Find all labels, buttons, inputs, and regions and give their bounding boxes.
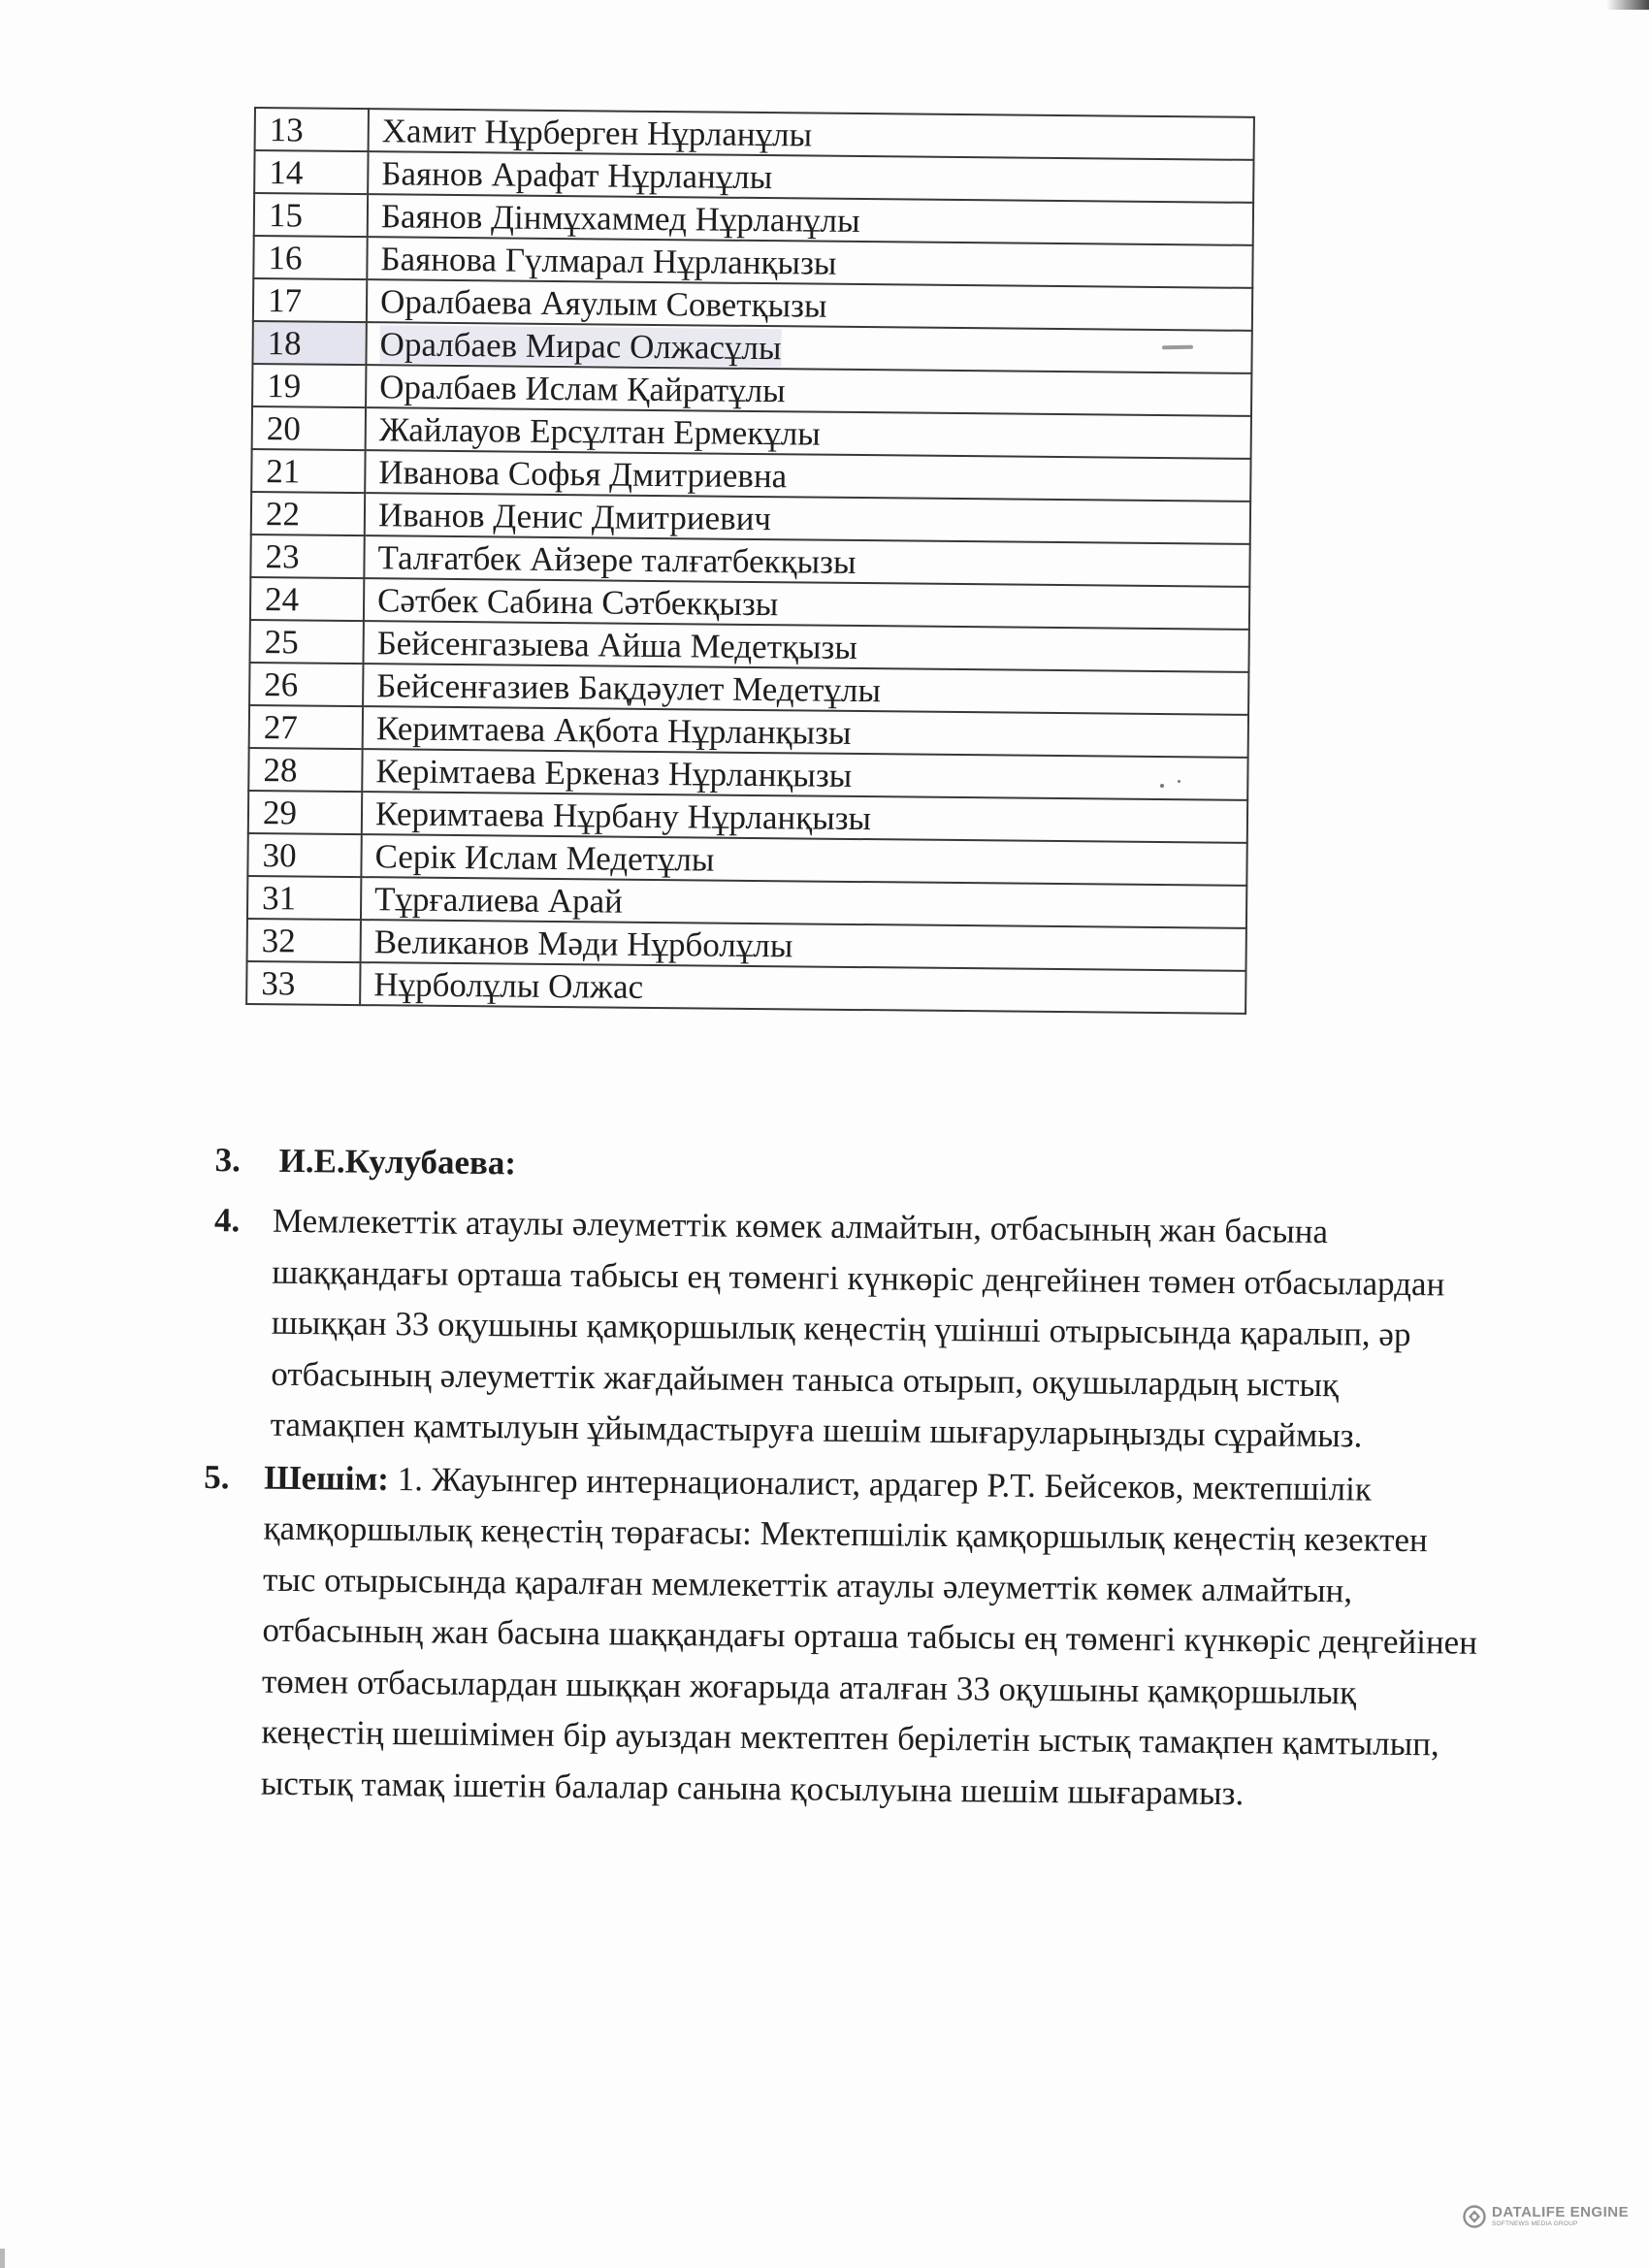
student-name: Керімтаева Еркеназ Нұрланқызы (375, 751, 853, 794)
row-number: 17 (253, 278, 367, 322)
row-number: 14 (254, 150, 368, 194)
item-number: 5. (204, 1457, 230, 1496)
student-name: Баянов Дінмұхаммед Нұрланұлы (380, 196, 860, 240)
student-name: Баянов Арафат Нұрланұлы (381, 153, 773, 196)
student-name: Нұрболұлы Олжас (373, 964, 644, 1006)
student-table (245, 107, 1255, 1015)
student-name: Оралбаев Мирас Олжасұлы (379, 324, 782, 367)
student-name: Хамит Нұрберген Нұрланұлы (381, 111, 813, 154)
student-name: Оралбаева Аяулым Советқызы (379, 281, 827, 325)
row-number: 19 (252, 364, 366, 407)
decision-text: 1. Жауынгер интернационалист, ардагер Р.Т. Бейсеков, мектепшілік қамқоршылық кеңестің төрағасы: Мектепшілік қамқоршылық кеңестің кезектен тыс отырысында қаралған мемлекеттік атаулы әлеуметтік көмек алмайтын, отбасының жан басына шаққандағы орташа табысы ең төменгі күнкөріс деңгейінен төмен отбасылардан шыққан жоғарыда аталған 33 оқушыны қамқоршылық кеңестің шешімімен бір ауыздан мектептен берілетін ыстық тамақпен қамтылып, ыстық тамақ ішетін балалар санына қосылуына шешім шығарамыз. (260, 1459, 1478, 1812)
student-name: Серік Ислам Медетұлы (374, 836, 715, 879)
row-number: 29 (248, 791, 362, 834)
student-name: Керимтаева Нұрбану Нұрланқызы (374, 794, 872, 837)
item-5 (197, 1451, 1489, 1821)
row-number: 21 (251, 449, 365, 493)
row-number: 15 (254, 193, 368, 237)
item-5-paragraph (257, 1452, 1489, 1822)
row-number: 26 (249, 663, 363, 706)
student-name: Баянова Гүлмарал Нұрланқызы (380, 239, 837, 282)
student-name: Оралбаев Ислам Қайратұлы (379, 367, 786, 409)
row-number: 13 (255, 108, 369, 151)
minutes-items (197, 1125, 1494, 1822)
decision-label: Шешім: (264, 1458, 390, 1498)
student-name: Великанов Мәди Нұрболұлы (373, 922, 793, 964)
item-number: 4. (213, 1201, 241, 1240)
row-number: 22 (251, 492, 365, 535)
table-row (246, 961, 1245, 1014)
datalife-logo-icon (1463, 2205, 1486, 2228)
item-4-text: Мемлекеттік атаулы әлеуметтік көмек алмайтын, отбасының жан басына шаққандағы орташа табысы ең төменгі күнкөріс деңгейінен төмен отбасылардан шыққан 33 оқушыны қамқоршылық кеңестің үшінші отырысында қаралып, әр отбасының әлеуметтік жағдайымен таныса отырып, оқушылардың ыстық тамақпен қамтылуын ұйымдастыруға шешім шығаруларыңызды сұраймыз. (270, 1201, 1445, 1455)
student-name: Бейсенғазиев Бақдәулет Медетұлы (376, 665, 882, 709)
student-name: Керимтаева Ақбота Нұрланқызы (375, 708, 852, 752)
row-number: 25 (249, 620, 363, 664)
item-number: 3. (214, 1141, 242, 1180)
student-name: Талғатбек Айзере талғатбекқызы (377, 537, 857, 581)
row-number: 30 (247, 833, 361, 877)
student-name-cell (360, 962, 1245, 1014)
row-number: 28 (248, 748, 362, 792)
student-name: Жайлауов Ерсұлтан Ермекұлы (378, 409, 822, 453)
item-3 (203, 1125, 1494, 1209)
student-name: Иванова Софья Дмитриевна (378, 452, 788, 495)
row-number: 16 (253, 236, 367, 279)
datalife-watermark (1463, 2205, 1629, 2228)
scan-edge-speck (0, 2249, 5, 2268)
row-number: 24 (250, 577, 364, 621)
row-number: 23 (250, 535, 364, 578)
row-number: 31 (247, 876, 361, 920)
row-number: 33 (246, 961, 360, 1005)
student-name: Иванов Денис Дмитриевич (377, 495, 772, 537)
student-name: Бейсенгазыева Айша Медетқызы (376, 623, 858, 666)
watermark-title: DATALIFE ENGINE (1492, 2204, 1630, 2221)
item-4 (200, 1195, 1524, 1464)
row-number: 27 (249, 705, 363, 749)
student-table-body (246, 108, 1254, 1014)
watermark-text (1492, 2205, 1629, 2228)
scan-edge-shadow (1606, 0, 1649, 10)
row-number: 18 (252, 321, 366, 365)
speaker-name: И.Е.Кулубаева: (278, 1141, 517, 1183)
student-name: Сәтбек Сабина Сәтбекқызы (376, 580, 779, 623)
student-name: Тұрғалиева Арай (373, 879, 624, 921)
row-number: 20 (252, 406, 366, 450)
watermark-subtitle: SOFTNEWS MEDIA GROUP (1492, 2220, 1578, 2228)
row-number: 32 (247, 919, 361, 962)
